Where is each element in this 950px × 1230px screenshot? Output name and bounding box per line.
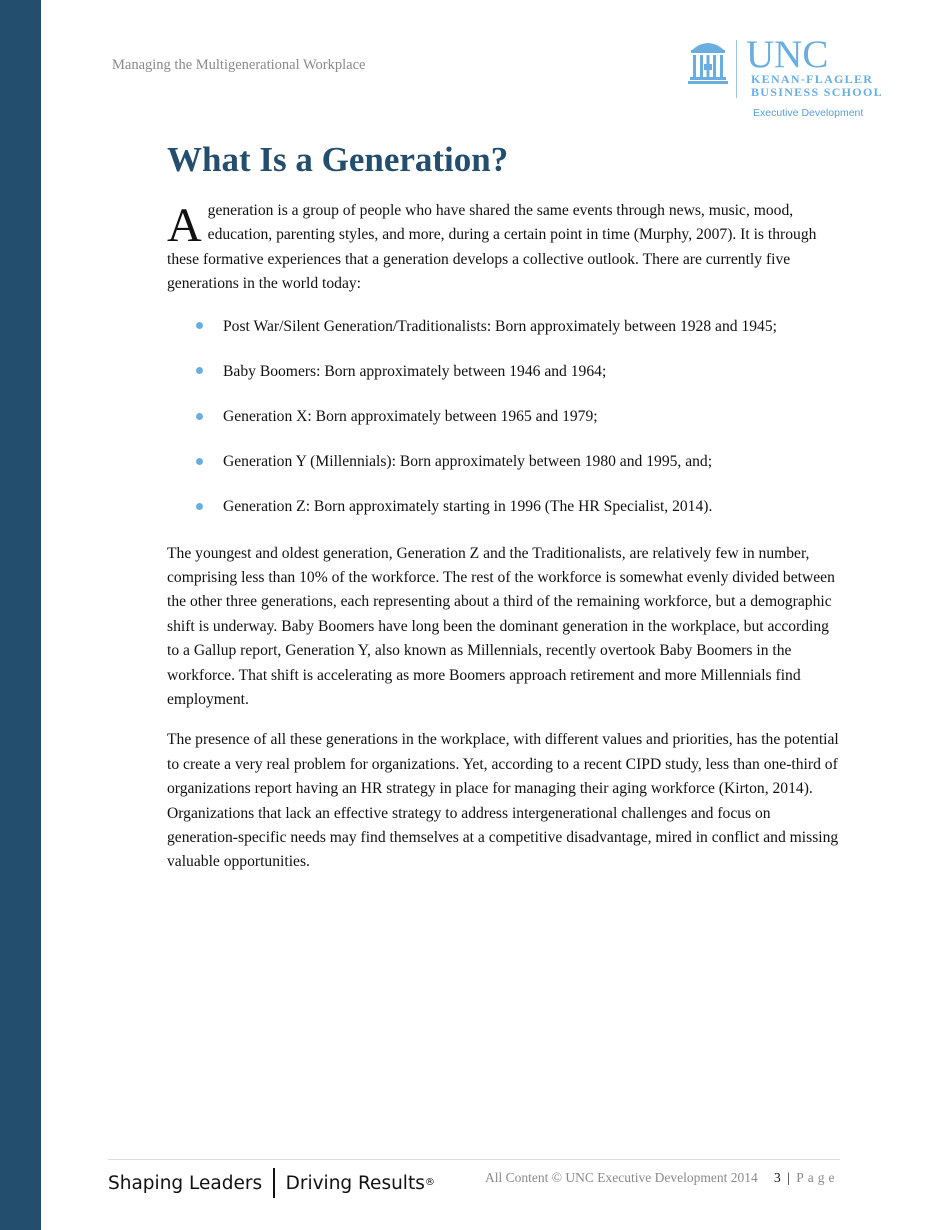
list-item-text: Generation Y (Millennials): Born approximately between 1980 and 1995, and; [223,453,713,471]
page-number-separator: | [787,1170,790,1185]
footer-tagline: Shaping Leaders Driving Results ® [108,1168,435,1198]
bullet-dot-icon [196,458,203,465]
tagline-right: Driving Results [285,1172,425,1194]
list-item [167,445,839,490]
drop-cap: A [167,199,202,252]
logo-subtitle: Executive Development [753,107,864,119]
list-item [167,310,839,355]
page-number-value: 3 [774,1170,781,1185]
footer-copyright: All Content © UNC Executive Development 2014 [485,1170,758,1185]
logo-school-line-1: KENAN-FLAGLER [751,72,874,86]
logo-divider [736,40,737,98]
tagline-left: Shaping Leaders [108,1172,263,1194]
unc-logo [688,33,888,122]
body-paragraph-strategy: The presence of all these generations in the workplace, with different values and priorities, has the potential to create a very real problem for organizations. Yet, according to a recent CIPD study, less than one-third of organizations report having an HR strategy in place for managing their aging workforce (Kirton, 2014). Organizations that lack an effective strategy to address intergenerational challenges and focus on generation-specific needs may find themselves at a competitive disadvantage, mired in conflict and missing valuable opportunities. [167,731,839,871]
running-header-title: Managing the Multigenerational Workplace [112,57,366,73]
tagline-separator [273,1168,275,1198]
footer-divider [108,1159,840,1160]
bullet-dot-icon [196,322,203,329]
logo-school-name [751,73,883,99]
list-item [167,400,839,445]
intro-paragraph [167,199,839,297]
list-item [167,490,839,535]
body-paragraph-workforce: The youngest and oldest generation, Generation Z and the Traditionalists, are relatively few in number, comprising less than 10% of the workforce. The rest of the workforce is somewhat evenly divided between the other three generations, each representing about a third of the remaining workforce, but a demographic shift is underway. Baby Boomers have long been the dominant generation in the workplace, but according to a Gallup report, Generation Y, also known as Millennials, recently overtook Baby Boomers in the workforce. That shift is accelerating as more Boomers approach retirement and more Millennials find employment. [167,544,835,708]
list-item-text: Baby Boomers: Born approximately between 1946 and 1964; [223,362,607,380]
list-item-text: Generation Z: Born approximately starting in 1996 (The HR Specialist, 2014). [223,498,713,516]
list-item-text: Generation X: Born approximately between 1965 and 1979; [223,408,598,425]
bullet-dot-icon [196,413,203,420]
article-body [167,199,839,875]
list-item-text: Post War/Silent Generation/Traditionalists: Born approximately between 1928 and 1945; [223,317,777,335]
page-number [774,1170,838,1186]
logo-wordmark: UNC [746,33,829,76]
page-label: Page [796,1170,839,1185]
bullet-dot-icon [196,367,203,374]
logo-school-line-2: BUSINESS SCHOOL [751,85,883,99]
page-title: What Is a Generation? [167,140,509,179]
intro-text: generation is a group of people who have shared the same events through news, music, mood, education, parenting styles, and more, during a certain point in time (Murphy, 2007). It is through these formative experiences that a generation develops a collective outlook. There are currently five generations in the world today: [167,202,817,293]
left-color-band [0,0,41,1230]
generation-list [167,310,839,536]
list-item [167,355,839,400]
bullet-dot-icon [196,503,203,510]
old-well-icon [688,38,728,86]
